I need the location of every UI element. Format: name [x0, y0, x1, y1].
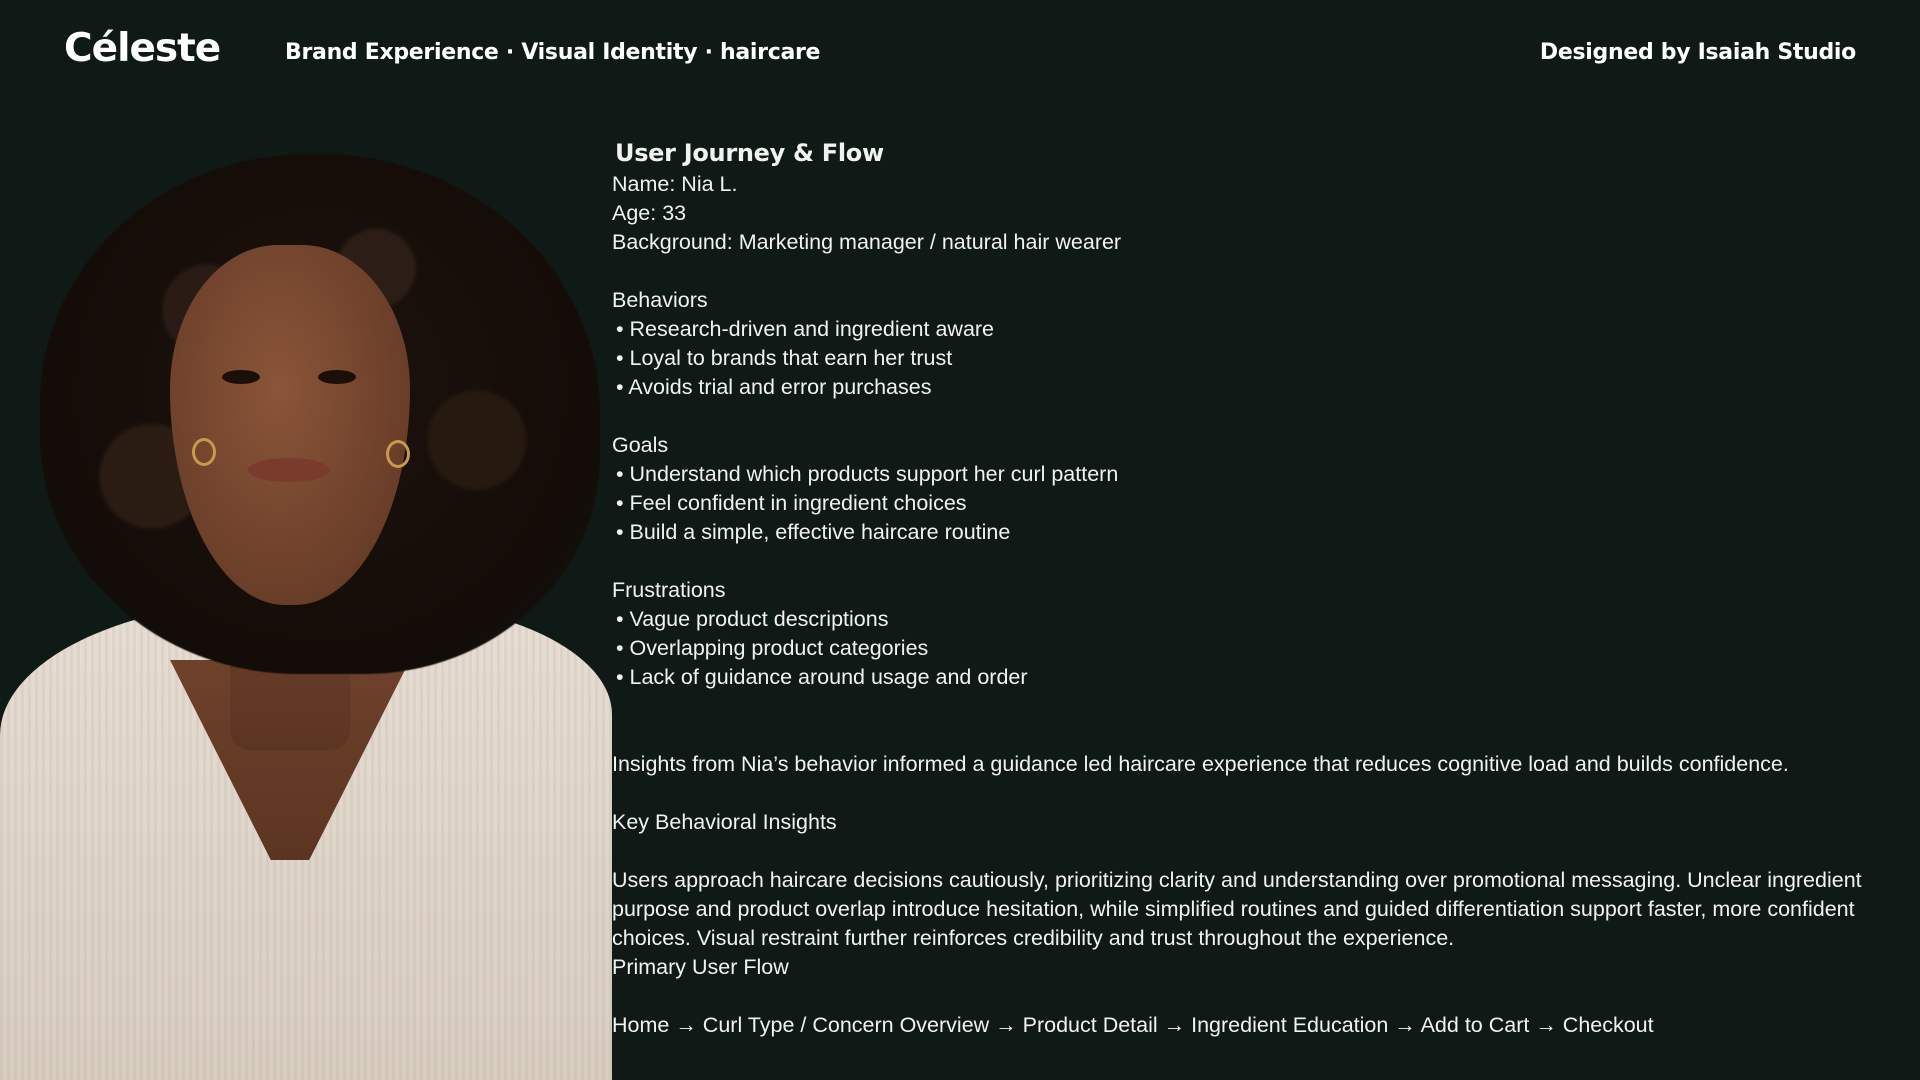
project-tagline: Brand Experience · Visual Identity · haircare [285, 40, 821, 65]
insights-heading: Key Behavioral Insights [612, 810, 837, 834]
frustration-item: • Vague product descriptions [616, 607, 889, 631]
portrait-lips [248, 458, 330, 482]
persona-portrait [0, 140, 612, 1080]
behaviors-heading: Behaviors [612, 288, 708, 312]
flow-steps: Home → Curl Type / Concern Overview → Product Detail → Ingredient Education → Add to Cart → Checkout [612, 1013, 1654, 1037]
portrait-eye-right [318, 370, 356, 384]
earring-right [386, 440, 410, 468]
persona-age: Age: 33 [612, 201, 687, 225]
frustration-item: • Overlapping product categories [616, 636, 929, 660]
brand-logo: Céleste [64, 26, 221, 71]
insights-paragraph: Users approach haircare decisions cautiously, prioritizing clarity and understanding over promotional messaging. Unclear ingredient purpose and product overlap introduce hesitation, while simplified routines and guided differentiation support faster, more confident choices. Visual restraint further reinforces credibility and trust throughout the experience. [612, 868, 1862, 950]
goal-item: • Build a simple, effective haircare routine [616, 520, 1011, 544]
portrait-eye-left [222, 370, 260, 384]
designer-credit: Designed by Isaiah Studio [1539, 40, 1856, 65]
persona-background: Background: Marketing manager / natural hair wearer [612, 230, 1122, 254]
flow-heading: Primary User Flow [612, 955, 789, 979]
goal-item: • Understand which products support her curl pattern [616, 462, 1119, 486]
goals-heading: Goals [612, 433, 669, 457]
frustrations-heading: Frustrations [612, 578, 726, 602]
behavior-item: • Loyal to brands that earn her trust [616, 346, 953, 370]
insights-summary: Insights from Nia’s behavior informed a guidance led haircare experience that reduces cognitive load and builds confidence. [612, 752, 1789, 776]
frustration-item: • Lack of guidance around usage and order [616, 665, 1028, 689]
earring-left [192, 438, 216, 466]
behavior-item: • Research-driven and ingredient aware [616, 317, 995, 341]
section-title: User Journey & Flow [615, 139, 884, 167]
persona-content [612, 136, 1880, 1040]
persona-name: Name: Nia L. [612, 172, 738, 196]
goal-item: • Feel confident in ingredient choices [616, 491, 967, 515]
behavior-item: • Avoids trial and error purchases [616, 375, 932, 399]
